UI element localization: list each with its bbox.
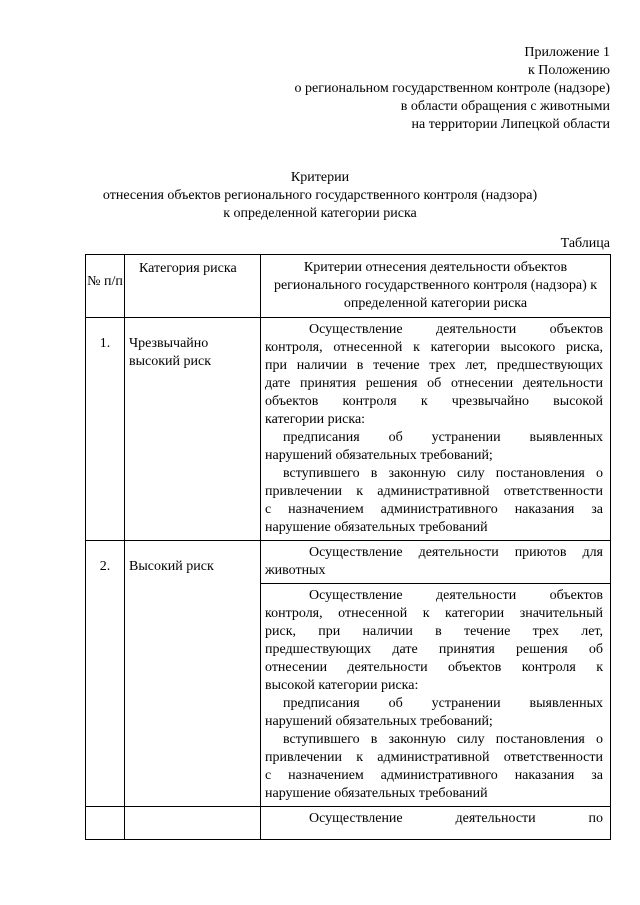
row-2b-criteria-line: нарушение обязательных требований [265,786,488,801]
doc-subtitle-line-1: отнесения объектов регионального государственного контроля (надзора) [102,188,538,203]
criteria-table [85,254,611,840]
row-2-criteria-a [261,541,611,584]
row-1-criteria-line: с назначением административного наказания за [265,502,603,517]
row-2b-criteria-line: предшествующих дате принятия решения об [265,642,603,657]
appendix-line-5: на территории Липецкой области [411,117,610,132]
row-2b-criteria-line: отнесении деятельности объектов контроля к [265,660,603,675]
row-1-category: Чрезвычайно высокий риск [125,318,261,541]
row-2b-criteria-line: Осуществление деятельности объектов [309,588,603,603]
row-2-num: 2. [86,541,125,807]
row-1-criteria-line: при наличии в течение трех лет, предшествующих [265,358,603,373]
row-1-criteria-line: нарушений обязательных требований; [265,448,493,463]
row-1-criteria [261,318,611,541]
row-2b-criteria-line: риск, при наличии в течение трех лет, [265,624,603,639]
row-2b-criteria-line: привлечении к административной ответственности [265,750,603,765]
appendix-line-3: о региональном государственном контроле (надзоре) [294,81,610,96]
row-2-category: Высокий риск [125,541,261,807]
row-1-num: 1. [86,318,125,541]
row-2a-criteria-line: Осуществление деятельности приютов для [309,545,603,560]
table-row [86,318,611,541]
row-3-criteria [261,807,611,840]
row-2b-criteria-line: контроля, отнесенной к категории значительный [265,606,603,621]
row-1-criteria-line: объектов контроля к чрезвычайно высокой [265,394,603,409]
header-criteria: Критерии отнесения деятельности объектов регионального государственного контроля (надзора) к определенной категории риска [261,255,611,318]
row-3-criteria-line: Осуществление деятельности по [309,811,603,826]
row-1-criteria-line: контроля, отнесенной к категории высокого риска, [265,340,603,355]
row-2b-criteria-line: вступившего в законную силу постановления о [283,732,603,747]
row-1-criteria-line: вступившего в законную силу постановления о [283,466,603,481]
row-2b-criteria-line: высокой категории риска: [265,678,419,693]
row-3-num [86,807,125,840]
table-row [86,807,611,840]
appendix-line-4: в области обращения с животными [400,99,610,114]
table-label: Таблица [560,236,610,251]
appendix-line-1: Приложение 1 [524,45,610,60]
row-1-criteria-line: предписания об устранении выявленных [283,430,603,445]
row-2b-criteria-line: с назначением административного наказания за [265,768,603,783]
header-num: № п/п [86,255,125,318]
header-category: Категория риска [125,255,261,318]
doc-title: Критерии [290,170,350,185]
row-1-criteria-line: привлечении к административной ответственности [265,484,603,499]
row-3-category [125,807,261,840]
row-2b-criteria-line: нарушений обязательных требований; [265,714,493,729]
row-2-criteria-b [261,584,611,807]
table-row [86,541,611,584]
appendix-line-2: к Положению [527,63,610,78]
row-1-criteria-line: Осуществление деятельности объектов [309,322,603,337]
row-1-criteria-line: категории риска: [265,412,366,427]
row-2a-criteria-line: животных [265,563,326,578]
table-header-row [86,255,611,318]
row-2b-criteria-line: предписания об устранении выявленных [283,696,603,711]
doc-subtitle-line-2: к определенной категории риска [223,206,417,221]
row-1-criteria-line: нарушение обязательных требований [265,520,488,535]
row-1-criteria-line: дате принятия решения об отнесении деятельности [265,376,603,391]
